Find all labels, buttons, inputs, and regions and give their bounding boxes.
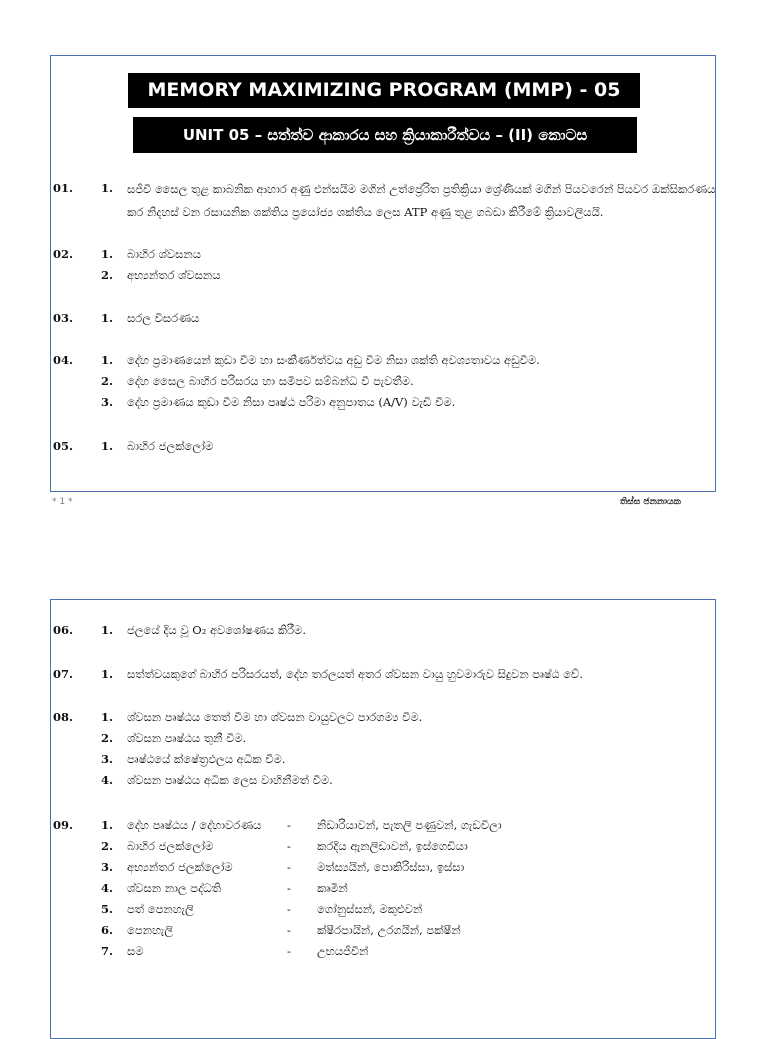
question-number: 09.: [53, 818, 74, 832]
item-number: 1.: [100, 439, 113, 453]
question-03: [51, 308, 717, 329]
organ-term: පත් පෙනහැලි: [127, 902, 194, 916]
separator: -: [287, 818, 291, 832]
item-text: දේහ ප්‍රමාණයෙන් කුඩා වීම හා සංකීර්ණත්වය අඩු වීම නිසා ශක්ති අවශ්‍යතාවය අඩුවීම.: [127, 353, 540, 367]
organism-examples: කෘමීන්: [317, 881, 348, 895]
item-text: ජලයේ දිය වූ O₂ අවශෝෂණය කිරීම.: [127, 623, 306, 637]
question-08: [51, 707, 717, 791]
organism-examples: ගෝනුස්සන්, මකුළුවන්: [317, 902, 423, 916]
item-number: 1.: [100, 818, 113, 832]
item-text: සරල විසරණය: [127, 311, 200, 325]
separator: -: [287, 860, 291, 874]
item-number: 7.: [100, 944, 113, 958]
item-number: 4.: [100, 881, 113, 895]
organism-examples: ක්ෂීරපායින්, උරගයින්, පක්ෂීන්: [317, 923, 461, 937]
item-text: ශ්වසන පෘෂ්ඨය අධික ලෙස වාහිනීමත් වීම.: [127, 773, 333, 787]
item-number: 1.: [100, 247, 113, 261]
organ-term: පෙනහැලි: [127, 923, 173, 937]
document-title: MEMORY MAXIMIZING PROGRAM (MMP) - 05: [128, 73, 640, 108]
item-number: 1.: [100, 353, 113, 367]
item-text: බාහිර ශ්වසනය: [127, 247, 202, 261]
question-02: [51, 244, 717, 286]
item-number: 3.: [100, 752, 113, 766]
item-text: අභ්‍යන්තර ශ්වසනය: [127, 268, 221, 282]
organism-examples: මත්ස්‍යයින්, පොකිරිස්සා, ඉස්සා: [317, 860, 465, 874]
organ-term: අභ්‍යන්තර ජලක්ලෝම: [127, 860, 233, 874]
question-number: 04.: [53, 353, 74, 367]
item-number: 4.: [100, 773, 113, 787]
item-number: 3.: [100, 860, 113, 874]
item-number: 1.: [100, 623, 113, 637]
question-01: [51, 178, 717, 224]
question-number: 06.: [53, 623, 74, 637]
item-number: 6.: [100, 923, 113, 937]
organ-term: දේහ පෘෂ්ඨය / දේහාවරණය: [127, 818, 262, 832]
question-07: [51, 664, 717, 685]
separator: -: [287, 923, 291, 937]
organ-term: සම: [127, 944, 144, 958]
item-text: ශ්වසන පෘෂ්ඨය තෙත් වීම හා ශ්වසන වායුවලට පාරගම්‍ය වීම.: [127, 710, 423, 724]
item-number: 2.: [100, 731, 113, 745]
question-number: 02.: [53, 247, 74, 261]
question-number: 01.: [53, 181, 74, 195]
document-page-1: [50, 55, 716, 492]
item-text: සත්ත්වයකුගේ බාහිර පරිසරයත්, දේහ තරලයත් අතර ශ්වසන වායු හුවමාරුව සිදුවන පෘෂ්ඨ වේ.: [127, 667, 583, 681]
item-number: 1.: [100, 710, 113, 724]
item-text: ශ්වසන පෘෂ්ඨය තුනී වීම.: [127, 731, 247, 745]
organism-examples: කරදිය ඇනලිඩාවන්, ඉස්ගෙඩියා: [317, 839, 468, 853]
item-number: 1.: [100, 311, 113, 325]
organ-term: ශ්වසන නාල පද්ධති: [127, 881, 222, 895]
item-number: 1.: [100, 181, 113, 195]
question-04: [51, 350, 717, 413]
item-number: 2.: [100, 839, 113, 853]
question-number: 03.: [53, 311, 74, 325]
item-number: 1.: [100, 667, 113, 681]
separator: -: [287, 881, 291, 895]
organ-term: බාහිර ජලක්ලෝම: [127, 839, 214, 853]
item-number: 5.: [100, 902, 113, 916]
item-text: පෘෂ්ඨයේ ක්ෂේත්‍රඵලය අධික වීම.: [127, 752, 286, 766]
item-number: 3.: [100, 395, 113, 409]
organism-examples: උභයජීවීන්: [317, 944, 369, 958]
item-text: බාහිර ජලක්ලෝම: [127, 439, 214, 453]
item-text: සජීවී සෛල තුළ කාබනික ආහාර අණු එන්සයිම මගින් උත්ප්‍රේරිත ප්‍රතික්‍රියා ශ්‍රේණියක් මගින් පියවරෙන් පියවර ඔක්සිකරණය කර නිදහස් වන රසායනික ශක්තිය ප්‍රයෝජ්‍ය ශක්තිය ලෙස ATP අණු තුළ ගබඩා කිරීමේ ක්‍රියාවලියයි.: [127, 182, 716, 219]
question-09: [51, 815, 717, 962]
item-number: 2.: [100, 268, 113, 282]
item-text: දේහ සෛල බාහිර පරිසරය හා සමීපව සම්බන්ධ වී පැවතීම.: [127, 374, 414, 388]
document-page-2: [50, 599, 716, 1039]
question-06: [51, 620, 717, 641]
question-number: 08.: [53, 710, 74, 724]
separator: -: [287, 839, 291, 853]
author-name: තිස්ස ජනනායක: [620, 497, 681, 507]
item-number: 2.: [100, 374, 113, 388]
question-number: 07.: [53, 667, 74, 681]
question-05: [51, 436, 717, 457]
separator: -: [287, 902, 291, 916]
question-number: 05.: [53, 439, 74, 453]
separator: -: [287, 944, 291, 958]
item-text: දේහ ප්‍රමාණය කුඩා වීම නිසා පෘෂ්ඨ පරිමා අනුපාතය (A/V) වැඩි වීම.: [127, 395, 456, 409]
page-number: * 1 *: [52, 497, 73, 507]
organism-examples: නිඩාරියාවන්, පැතලි පණුවන්, ගැඩවිලා: [317, 818, 502, 832]
unit-subtitle: UNIT 05 – සත්ත්ව ආකාරය සහ ක්‍රියාකාරීත්වය – (II) කොටස: [133, 117, 637, 153]
